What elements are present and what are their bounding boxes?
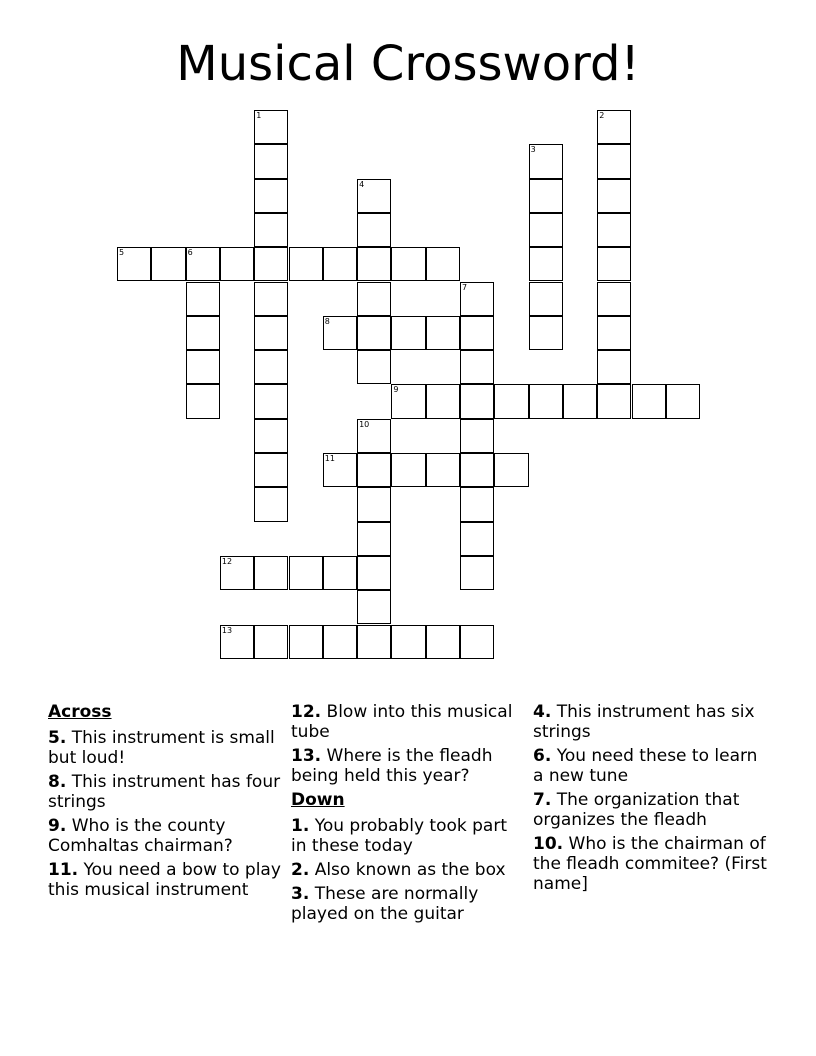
clue-down-6 [533,746,769,786]
crossword-cell[interactable] [563,384,597,418]
crossword-cell[interactable] [323,247,357,281]
crossword-cell[interactable] [357,179,391,213]
crossword-cell[interactable] [597,144,631,178]
crossword-cell[interactable] [460,419,494,453]
clue-number: 12. [291,702,322,722]
clue-text: Where is the fleadh being held this year? [291,746,493,786]
crossword-cell[interactable] [597,316,631,350]
clue-number: 11. [48,860,79,880]
crossword-cell[interactable] [186,247,220,281]
crossword-cell[interactable] [597,282,631,316]
clue-text: This instrument has four strings [48,772,281,812]
crossword-cell[interactable] [529,213,563,247]
clue-number-label: 8 [324,316,330,326]
crossword-cell[interactable] [460,282,494,316]
clue-number-label: 1 [256,111,262,120]
clue-number: 6. [533,746,552,766]
crossword-cell[interactable] [357,419,391,453]
crossword-cell[interactable] [254,110,288,144]
crossword-cell[interactable] [289,556,323,590]
clue-number: 9. [48,816,67,836]
clue-text: You probably took part in these today [291,816,507,856]
crossword-cell[interactable] [254,487,288,521]
clue-across-5 [48,728,284,768]
crossword-cell[interactable] [632,384,666,418]
crossword-cell[interactable] [323,453,357,487]
clue-number-label: 6 [187,248,193,258]
clue-number-label: 5 [119,248,125,258]
crossword-cell[interactable] [357,282,391,316]
clue-text: You need a bow to play this musical instrument [48,860,281,900]
crossword-cell[interactable] [426,316,460,350]
clue-down-3 [291,884,527,924]
clue-column-3 [533,702,769,898]
clue-down-10 [533,834,769,894]
crossword-cell[interactable] [289,625,323,659]
crossword-cell[interactable] [460,625,494,659]
clue-text: Blow into this musical tube [291,702,513,742]
crossword-cell[interactable] [460,453,494,487]
crossword-cell[interactable] [597,213,631,247]
crossword-cell[interactable] [357,316,391,350]
crossword-cell[interactable] [357,350,391,384]
clue-across-12 [291,702,527,742]
clue-number: 2. [291,860,310,880]
crossword-cell[interactable] [357,487,391,521]
crossword-cell[interactable] [357,453,391,487]
crossword-cell[interactable] [357,247,391,281]
crossword-cell[interactable] [220,625,254,659]
clue-number-label: 11 [324,454,335,463]
clue-number-label: 7 [462,282,468,292]
clue-number-label: 3 [530,145,536,155]
crossword-cell[interactable] [357,556,391,590]
crossword-cell[interactable] [254,144,288,178]
clue-number-label: 4 [359,179,365,189]
clue-number: 3. [291,884,310,904]
crossword-cell[interactable] [529,316,563,350]
crossword-cell[interactable] [357,213,391,247]
crossword-cell[interactable] [220,556,254,590]
crossword-cell[interactable] [460,350,494,384]
clue-number: 10. [533,834,564,854]
crossword-cell[interactable] [254,625,288,659]
crossword-cell[interactable] [323,316,357,350]
crossword-cell[interactable] [323,556,357,590]
clue-text: This instrument has six strings [533,702,755,742]
crossword-cell[interactable] [254,179,288,213]
clue-across-8 [48,772,284,812]
crossword-cell[interactable] [289,247,323,281]
clue-number: 7. [533,790,552,810]
clue-text: The organization that organizes the fleadh [533,790,740,830]
crossword-cell[interactable] [220,247,254,281]
clue-text: This instrument is small but loud! [48,728,275,768]
crossword-cell[interactable] [357,590,391,624]
crossword-cell[interactable] [186,282,220,316]
crossword-cell[interactable] [597,384,631,418]
clue-number: 13. [291,746,322,766]
clue-number-label: 12 [221,556,233,566]
clue-column-1 [48,702,284,904]
down-heading: Down [291,790,345,810]
crossword-cell[interactable] [254,282,288,316]
crossword-cell[interactable] [357,625,391,659]
clue-down-4 [533,702,769,742]
crossword-cell[interactable] [391,625,425,659]
clue-text: Also known as the box [314,860,506,880]
crossword-cell[interactable] [460,556,494,590]
crossword-cell[interactable] [460,522,494,556]
crossword-cell[interactable] [357,522,391,556]
clue-number-label: 10 [359,419,370,429]
crossword-cell[interactable] [666,384,700,418]
clue-number: 1. [291,816,310,836]
clue-down-2 [291,860,527,880]
crossword-cell[interactable] [529,144,563,178]
crossword-cell[interactable] [391,316,425,350]
crossword-cell[interactable] [529,384,563,418]
crossword-cell[interactable] [494,384,528,418]
crossword-cell[interactable] [391,247,425,281]
crossword-cell[interactable] [426,384,460,418]
crossword-cell[interactable] [391,453,425,487]
crossword-cell[interactable] [529,179,563,213]
crossword-cell[interactable] [254,384,288,418]
crossword-cell[interactable] [254,556,288,590]
crossword-cell[interactable] [117,247,151,281]
clue-number: 8. [48,772,67,792]
clue-down-1 [291,816,527,856]
crossword-cell[interactable] [460,316,494,350]
clue-down-7 [533,790,769,830]
clue-number-label: 2 [599,111,605,120]
crossword-cell[interactable] [254,247,288,281]
crossword-cell[interactable] [460,384,494,418]
crossword-cell[interactable] [426,625,460,659]
clue-number: 5. [48,728,67,748]
clue-across-9 [48,816,284,856]
clue-text: Who is the chairman of the fleadh commitee? (First name] [533,834,767,894]
crossword-cell[interactable] [426,247,460,281]
crossword-cell[interactable] [186,384,220,418]
crossword-cell[interactable] [597,110,631,144]
clue-across-13 [291,746,527,786]
crossword-cell[interactable] [254,350,288,384]
crossword-cell[interactable] [597,247,631,281]
crossword-cell[interactable] [254,213,288,247]
crossword-cell[interactable] [529,247,563,281]
clue-text: You need these to learn a new tune [533,746,758,786]
crossword-cell[interactable] [460,487,494,521]
clue-number-label: 13 [221,625,233,635]
clue-number-label: 9 [393,385,399,395]
crossword-cell[interactable] [597,179,631,213]
across-heading: Across [48,702,112,722]
clue-column-2 [291,702,527,928]
crossword-cell[interactable] [426,453,460,487]
clue-number: 4. [533,702,552,722]
clue-text: Who is the county Comhaltas chairman? [48,816,233,856]
crossword-cell[interactable] [391,384,425,418]
crossword-cell[interactable] [529,282,563,316]
crossword-cell[interactable] [597,350,631,384]
crossword-cell[interactable] [186,350,220,384]
clue-across-11 [48,860,284,900]
page-title: Musical Crossword! [176,36,640,92]
crossword-cell[interactable] [151,247,185,281]
crossword-cell[interactable] [254,316,288,350]
clue-text: These are normally played on the guitar [291,884,479,924]
crossword-cell[interactable] [494,453,528,487]
crossword-cell[interactable] [254,419,288,453]
crossword-cell[interactable] [323,625,357,659]
crossword-cell[interactable] [186,316,220,350]
crossword-cell[interactable] [254,453,288,487]
